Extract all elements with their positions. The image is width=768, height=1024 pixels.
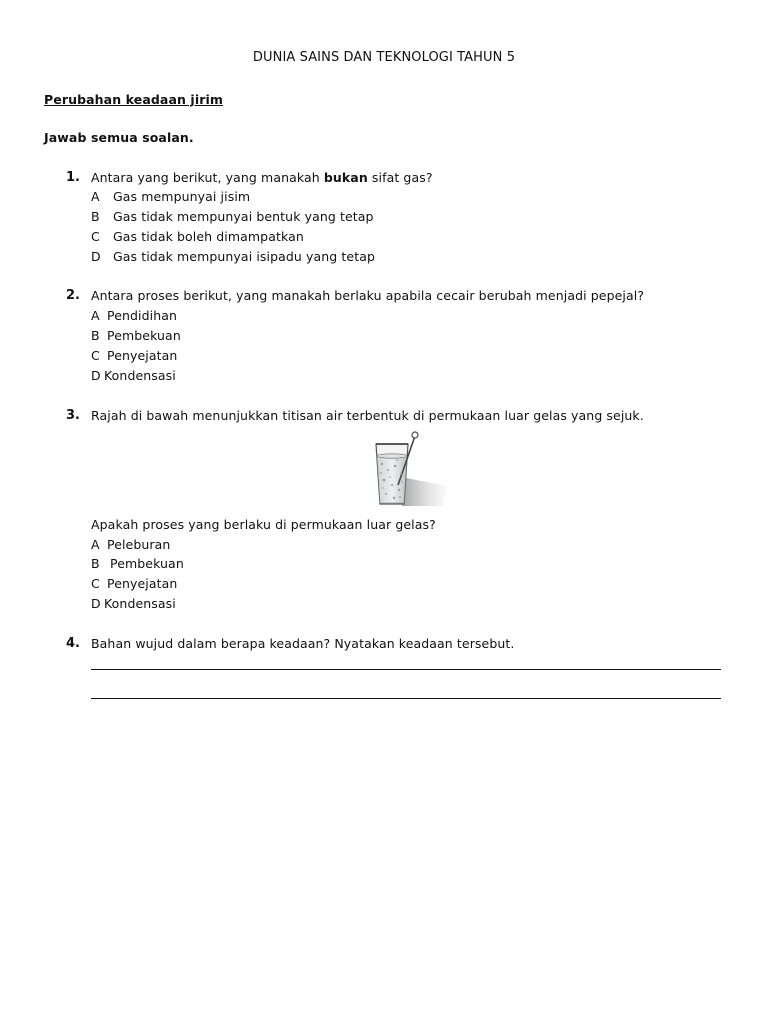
option-text: Kondensasi [104,368,176,383]
glass-of-cold-water-icon [362,430,450,510]
answer-option [91,249,375,265]
option-letter: B [91,328,100,343]
question-number: 1. [66,170,80,185]
option-letter: D [91,368,101,383]
question-emphasis: bukan [323,170,368,185]
option-text: Kondensasi [104,596,176,611]
question-number: 4. [66,636,80,651]
sub-question-text: Apakah proses yang berlaku di permukaan luar gelas? [91,517,436,532]
answer-option [91,556,184,572]
answer-option [91,348,177,364]
answer-option [91,209,374,225]
instruction-text: Jawab semua soalan. [44,130,194,145]
question-text-part: sifat gas? [367,170,433,185]
answer-option [91,537,170,553]
question-text: Rajah di bawah menunjukkan titisan air terbentuk di permukaan luar gelas yang sejuk. [91,408,644,423]
answer-option [91,596,176,612]
answer-option [91,308,177,324]
option-text: Gas mempunyai jisim [113,189,251,204]
answer-option [91,368,176,384]
question-text: Antara proses berikut, yang manakah berlaku apabila cecair berubah menjadi pepejal? [91,288,645,303]
option-text: Pendidihan [107,308,178,323]
option-text: Peleburan [107,537,171,552]
option-text: Penyejatan [107,348,178,363]
option-letter: B [91,209,100,224]
option-text: Gas tidak mempunyai bentuk yang tetap [113,209,374,224]
question-number: 3. [66,408,80,423]
page-title: DUNIA SAINS DAN TEKNOLOGI TAHUN 5 [252,50,516,65]
question-text: Bahan wujud dalam berapa keadaan? Nyatakan keadaan tersebut. [91,636,515,651]
option-letter: C [91,229,100,244]
option-letter: C [91,348,100,363]
option-letter: A [91,537,100,552]
option-letter: C [91,576,100,591]
option-text: Gas tidak mempunyai isipadu yang tetap [113,249,375,264]
answer-option [91,328,181,344]
option-letter: A [91,308,100,323]
option-text: Pembekuan [110,556,184,571]
question-text [91,170,433,186]
topic-title: Perubahan keadaan jirim [44,92,223,107]
answer-line[interactable] [91,698,721,699]
answer-line[interactable] [91,669,721,670]
option-text: Pembekuan [107,328,181,343]
question-text-part: Antara yang berikut, yang manakah [91,170,324,185]
option-letter: D [91,249,101,264]
answer-option [91,576,177,592]
question-number: 2. [66,288,80,303]
answer-option [91,189,250,205]
option-letter: D [91,596,101,611]
option-text: Gas tidak boleh dimampatkan [113,229,304,244]
answer-option [91,229,304,245]
option-text: Penyejatan [107,576,178,591]
option-letter: A [91,189,100,204]
option-letter: B [91,556,100,571]
